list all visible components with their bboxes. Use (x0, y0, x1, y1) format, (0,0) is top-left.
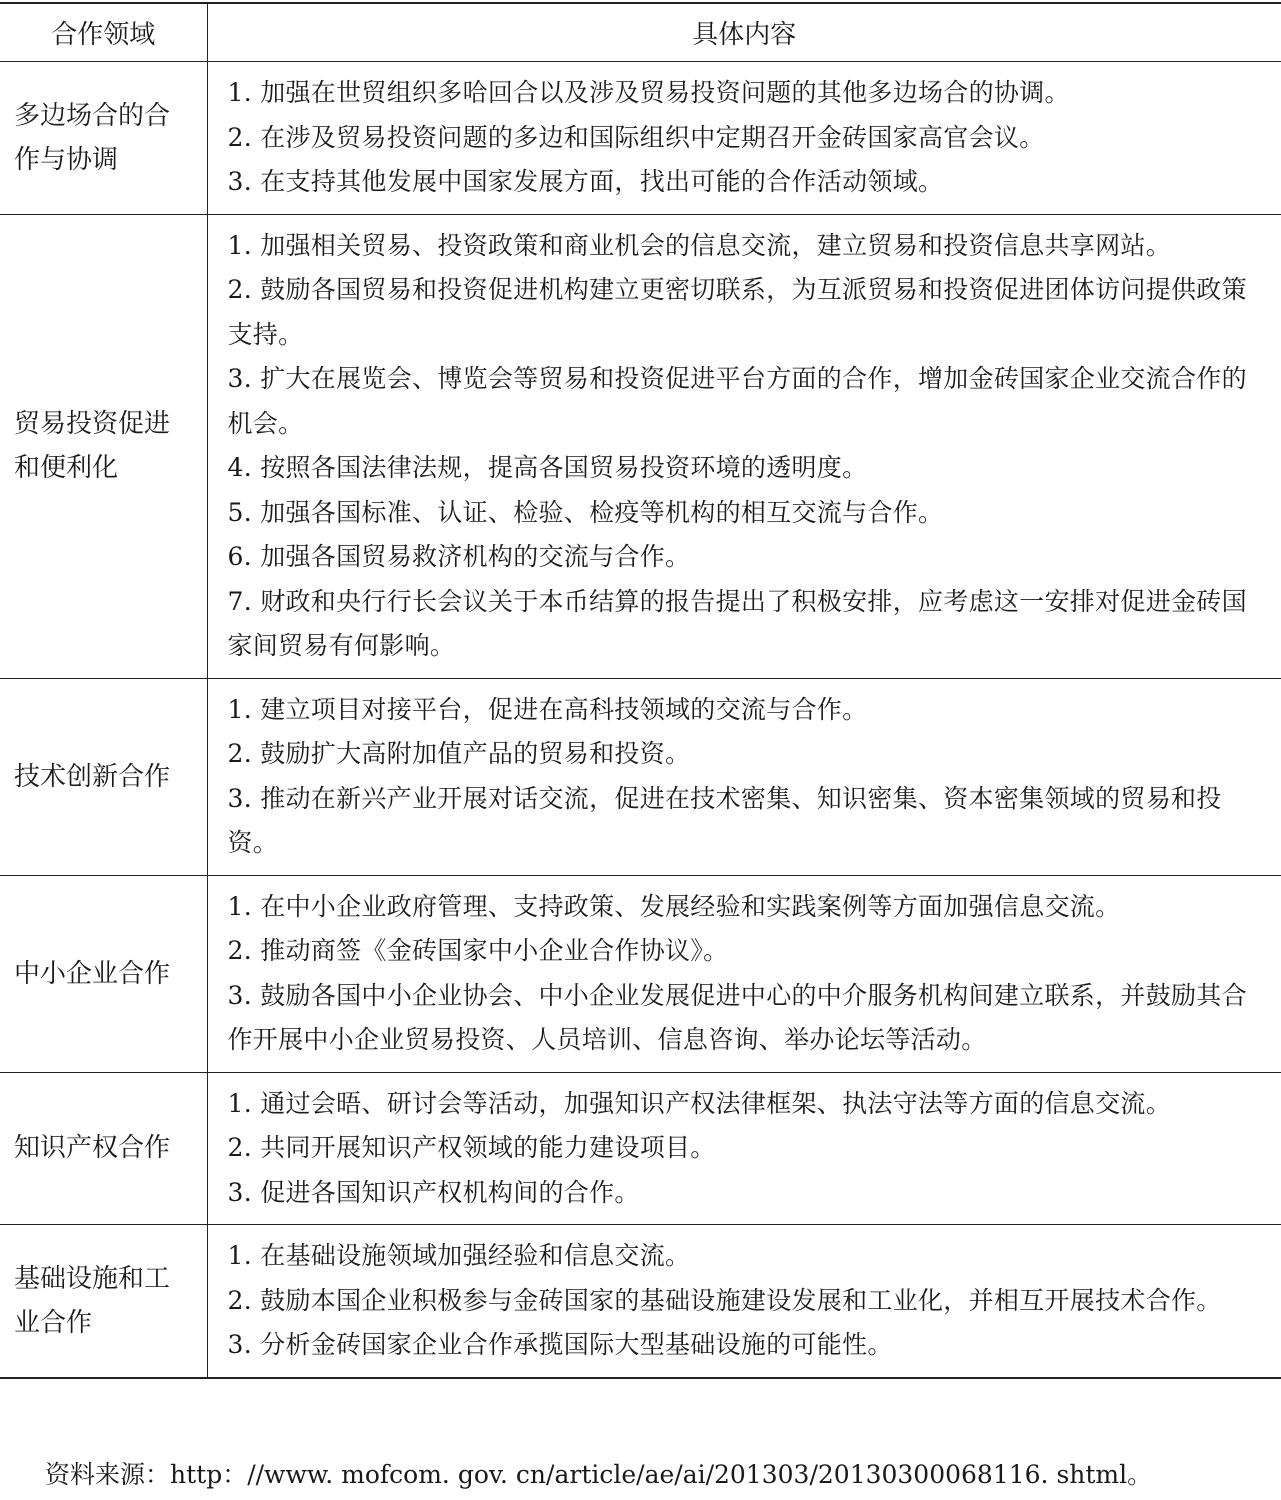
content-item: 1. 在基础设施领域加强经验和信息交流。 (227, 1241, 691, 1270)
content-item: 2. 推动商签《金砖国家中小企业合作协议》。 (227, 936, 729, 965)
content-item: 1. 加强相关贸易、投资政策和商业机会的信息交流，建立贸易和投资信息共享网站。 (227, 230, 1172, 260)
source-note: 资料来源：http：//www. mofcom. gov. cn/article/ae/ai/201303/20130300068116. shtml。 (45, 1460, 1153, 1489)
content-item: 1. 建立项目对接平台，促进在高科技领域的交流与合作。 (227, 694, 868, 724)
column-header-area: 合作领域 (0, 3, 207, 62)
cooperation-area-cell (0, 875, 207, 1072)
content-item: 1. 通过会晤、研讨会等活动，加强知识产权法律框架、执法守法等方面的信息交流。 (227, 1088, 1172, 1118)
content-list (208, 1073, 1281, 1225)
content-item: 3. 分析金砖国家企业合作承揽国际大型基础设施的可能性。 (227, 1330, 893, 1359)
cooperation-area-label: 基础设施和工业合作 (14, 1263, 171, 1338)
table-row (0, 214, 1281, 678)
table-row (0, 875, 1281, 1072)
table-row (0, 678, 1281, 875)
cooperation-area-label: 技术创新合作 (14, 761, 171, 792)
content-item: 3. 促进各国知识产权机构间的合作。 (227, 1177, 640, 1207)
content-item: 4. 按照各国法律法规，提高各国贸易投资环境的透明度。 (227, 453, 868, 482)
content-item: 6. 加强各国贸易救济机构的交流与合作。 (227, 542, 691, 571)
table-body (0, 62, 1281, 1378)
cooperation-area-label: 贸易投资促进和便利化 (14, 409, 171, 483)
content-item: 7. 财政和央行行长会议关于本币结算的报告提出了积极安排，应考虑这一安排对促进金砖国家间贸易有何影响。 (227, 586, 1247, 660)
content-item: 5. 加强各国标准、认证、检验、检疫等机构的相互交流与合作。 (227, 497, 944, 527)
content-item: 2. 鼓励本国企业积极参与金砖国家的基础设施建设发展和工业化，并相互开展技术合作。 (227, 1285, 1222, 1315)
content-cell (207, 875, 1281, 1072)
content-cell (207, 62, 1281, 215)
table-header-row (0, 3, 1281, 62)
content-item: 2. 在涉及贸易投资问题的多边和国际组织中定期召开金砖国家高官会议。 (227, 122, 1045, 152)
cooperation-area-cell (0, 678, 207, 875)
cooperation-area-cell (0, 1072, 207, 1225)
content-list (208, 679, 1281, 875)
content-item: 3. 推动在新兴产业开展对话交流，促进在技术密集、知识密集、资本密集领域的贸易和投资。 (227, 783, 1222, 857)
table-row (0, 1072, 1281, 1225)
content-list (208, 876, 1281, 1072)
column-header-content: 具体内容 (207, 3, 1281, 62)
content-item: 2. 共同开展知识产权领域的能力建设项目。 (227, 1133, 716, 1162)
cooperation-area-label: 中小企业合作 (14, 958, 171, 989)
content-list (208, 215, 1281, 678)
content-list (208, 1225, 1281, 1377)
content-item: 3. 鼓励各国中小企业协会、中小企业发展促进中心的中介服务机构间建立联系，并鼓励其合作开展中小企业贸易投资、人员培训、信息咨询、举办论坛等活动。 (227, 980, 1247, 1054)
cooperation-area-cell (0, 214, 207, 678)
cooperation-area-label: 知识产权合作 (14, 1133, 171, 1164)
content-cell (207, 1225, 1281, 1378)
content-item: 1. 在中小企业政府管理、支持政策、发展经验和实践案例等方面加强信息交流。 (227, 891, 1121, 921)
cooperation-table (0, 2, 1281, 1379)
content-cell (207, 214, 1281, 678)
table-row (0, 1225, 1281, 1378)
content-item: 2. 鼓励扩大高附加值产品的贸易和投资。 (227, 739, 691, 768)
content-item: 2. 鼓励各国贸易和投资促进机构建立更密切联系，为互派贸易和投资促进团体访问提供政策支持。 (227, 275, 1247, 349)
content-item: 1. 加强在世贸组织多哈回合以及涉及贸易投资问题的其他多边场合的协调。 (227, 78, 1070, 107)
cooperation-area-cell (0, 62, 207, 215)
content-item: 3. 在支持其他发展中国家发展方面，找出可能的合作活动领域。 (227, 167, 944, 196)
cooperation-area-cell (0, 1225, 207, 1378)
content-list (208, 62, 1281, 214)
content-item: 3. 扩大在展览会、博览会等贸易和投资促进平台方面的合作，增加金砖国家企业交流合作的机会。 (227, 364, 1247, 438)
table-row (0, 62, 1281, 215)
content-cell (207, 1072, 1281, 1225)
content-cell (207, 678, 1281, 875)
cooperation-area-label: 多边场合的合作与协调 (14, 100, 171, 175)
